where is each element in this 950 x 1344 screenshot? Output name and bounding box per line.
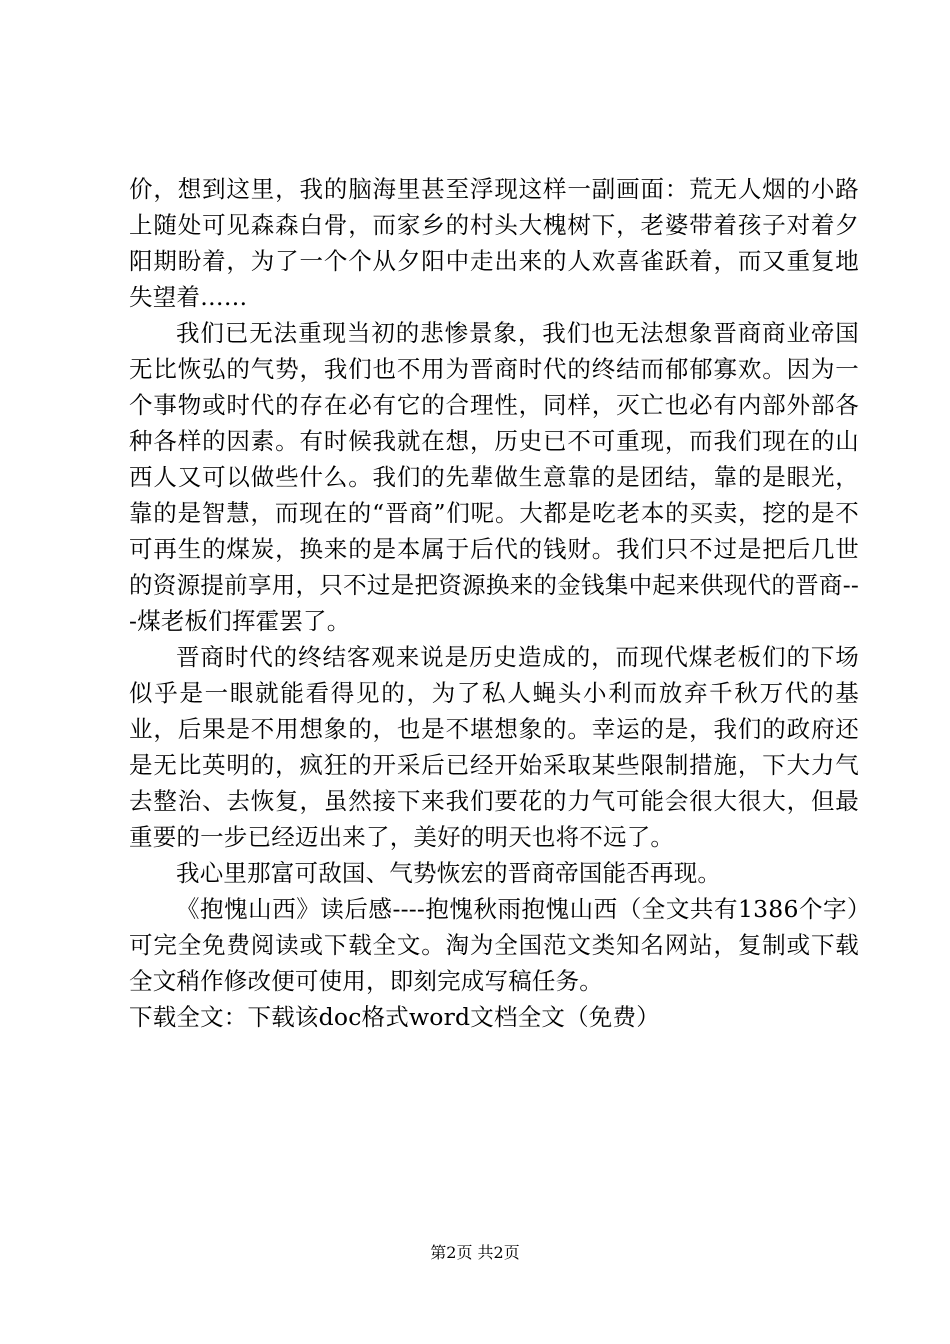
paragraph-coal-bosses: 晋商时代的终结客观来说是历史造成的，而现代煤老板们的下场似乎是一眼就能看得见的，为了私人蝇头小利而放弃千秋万代的基业，后果是不用想象的，也是不堪想象的。幸运的是，我们的政府还是无比英明的，疯狂的开采后已经开始采取某些限制措施，下大力气去整治、去恢复，虽然接下来我们要花的力气可能会很大很大，但最重要的一步已经迈出来了，美好的明天也将不远了。 <box>129 643 859 851</box>
paragraph-jinshang-reflection: 我们已无法重现当初的悲惨景象，我们也无法想象晋商商业帝国无比恢弘的气势，我们也不用为晋商时代的终结而郁郁寡欢。因为一个事物或时代的存在必有它的合理性，同样，灭亡也必有内部外部各种各样的因素。有时候我就在想，历史已不可重现，而我们现在的山西人又可以做些什么。我们的先辈做生意靠的是团结，靠的是眼光，靠的是智慧，而现在的“晋商”们呢。大都是吃老本的买卖，挖的是不可再生的煤炭，换来的是本属于后代的钱财。我们只不过是把后几世的资源提前享用，只不过是把资源换来的金钱集中起来供现代的晋商---煤老板们挥霍罢了。 <box>129 319 859 635</box>
document-body <box>129 171 859 1035</box>
paragraph-closing-question: 我心里那富可敌国、气势恢宏的晋商帝国能否再现。 <box>176 859 722 887</box>
paragraph-continuation: 价，想到这里，我的脑海里甚至浮现这样一副画面：荒无人烟的小路上随处可见森森白骨，而家乡的村头大槐树下，老婆带着孩子对着夕阳期盼着，为了一个个从夕阳中走出来的人欢喜雀跃着，而又重复地失望着…… <box>129 175 859 311</box>
paragraph-download-notice: 《抱愧山西》读后感----抱愧秋雨抱愧山西（全文共有1386个字）可完全免费阅读或下载全文。淘为全国范文类知名网站，复制或下载全文稍作修改便可使用，即刻完成写稿任务。 <box>129 895 859 995</box>
page-number-footer: 第2页 共2页 <box>430 1243 520 1262</box>
download-full-text-link[interactable]: 下载全文：下载该doc格式word文档全文（免费） <box>129 1003 660 1031</box>
